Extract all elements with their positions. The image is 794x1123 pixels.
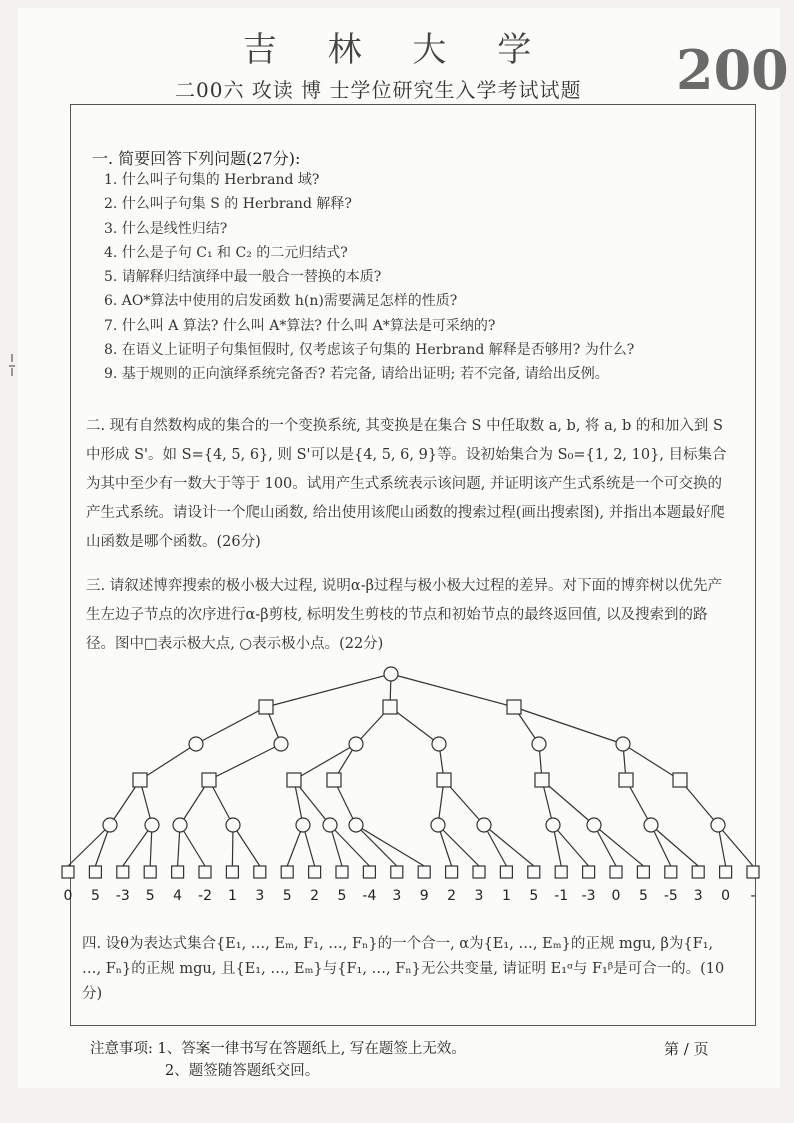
question-1-item: 3. 什么是线性归结? — [104, 220, 228, 237]
min-node — [431, 818, 445, 832]
tree-edge — [196, 707, 266, 744]
leaf-value: 9 — [419, 888, 429, 904]
question-1-item: 2. 什么叫子句集 S 的 Herbrand 解释? — [104, 196, 352, 213]
max-leaf-node — [117, 866, 129, 878]
tree-nodes — [62, 667, 759, 878]
min-node — [616, 737, 630, 751]
leaf-value: - — [750, 888, 756, 904]
max-leaf-node — [610, 866, 622, 878]
tree-edge — [514, 707, 623, 744]
leaf-value: -4 — [362, 888, 377, 904]
leaf-value: 4 — [173, 888, 183, 904]
max-leaf-node — [720, 866, 732, 878]
max-node — [202, 773, 216, 787]
tree-edge — [294, 744, 356, 780]
max-leaf-node — [391, 866, 403, 878]
max-leaf-node — [281, 866, 293, 878]
min-node — [384, 667, 398, 681]
max-leaf-node — [254, 866, 266, 878]
leaf-value: 3 — [474, 888, 484, 904]
min-node — [274, 737, 288, 751]
tree-edge — [718, 825, 753, 866]
max-node — [327, 773, 341, 787]
max-leaf-node — [665, 866, 677, 878]
tree-leaf-values — [64, 888, 756, 904]
leaf-value: 0 — [63, 888, 73, 904]
exam-subtitle: 二00六 攻读 博 士学位研究生入学考试试题 — [175, 78, 582, 102]
game-tree-diagram — [56, 660, 776, 910]
max-leaf-node — [473, 866, 485, 878]
min-node — [349, 737, 363, 751]
tree-edge — [484, 825, 534, 866]
max-leaf-node — [747, 866, 759, 878]
tree-edge — [651, 825, 698, 866]
question-1-item: 4. 什么是子句 C₁ 和 C₂ 的二元归结式? — [104, 244, 348, 261]
min-node — [587, 818, 601, 832]
min-node — [103, 818, 117, 832]
question-3-text: 三. 请叙述博弈搜索的极小极大过程, 说明α-β过程与极小极大过程的差异。对下面的博弈树以优先产生左边子节点的次序进行α-β剪枝, 标明发生剪枝的节点和初始节点的最终返回值, 以及搜索到的路径。图中□表示极大点, ○表示极小点。(22分) — [86, 578, 723, 652]
question-1-item: 5. 请解释归结演绎中最一般合一替换的本质? — [104, 269, 382, 286]
year-watermark: 200 — [676, 38, 789, 102]
question-1-list — [104, 168, 634, 387]
note-1: 注意事项: 1、答案一律书写在答题纸上, 写在题签上无效。 — [90, 1041, 466, 1057]
leaf-value: -2 — [198, 888, 212, 904]
tree-edge — [140, 744, 196, 780]
max-node — [133, 773, 147, 787]
min-node — [546, 818, 560, 832]
leaf-value: 3 — [255, 888, 265, 904]
question-1-item: 6. AO*算法中使用的启发函数 h(n)需要满足怎样的性质? — [104, 293, 458, 310]
page-number: 第 / 页 — [664, 1040, 709, 1058]
leaf-value: 5 — [145, 888, 155, 904]
leaf-value: 1 — [227, 888, 237, 904]
leaf-value: 5 — [638, 888, 648, 904]
min-node — [323, 818, 337, 832]
max-node — [535, 773, 549, 787]
leaf-value: 2 — [447, 888, 457, 904]
max-leaf-node — [172, 866, 184, 878]
max-node — [287, 773, 301, 787]
max-leaf-node — [555, 866, 567, 878]
question-1-item: 7. 什么叫 A 算法? 什么叫 A*算法? 什么叫 A*算法是可采纳的? — [104, 317, 496, 334]
min-node — [432, 737, 446, 751]
tree-edge — [266, 674, 391, 707]
tree-edge — [438, 825, 479, 866]
tree-edge — [594, 825, 643, 866]
leaf-value: -5 — [663, 888, 678, 904]
min-node — [477, 818, 491, 832]
leaf-value: 1 — [501, 888, 511, 904]
max-node — [619, 773, 633, 787]
min-node — [226, 818, 240, 832]
max-leaf-node — [336, 866, 348, 878]
binding-hole-mark — [6, 352, 18, 378]
tree-edge — [209, 744, 281, 780]
max-leaf-node — [583, 866, 595, 878]
max-leaf-node — [309, 866, 321, 878]
max-leaf-node — [144, 866, 156, 878]
max-leaf-node — [89, 866, 101, 878]
max-leaf-node — [418, 866, 430, 878]
max-leaf-node — [62, 866, 74, 878]
leaf-value: 5 — [529, 888, 539, 904]
leaf-value: 2 — [310, 888, 320, 904]
bleed-through-marks — [760, 400, 794, 860]
max-node — [673, 773, 687, 787]
leaf-value: -3 — [115, 888, 130, 904]
question-1-item: 1. 什么叫子句集的 Herbrand 域? — [104, 172, 320, 188]
tree-edges — [68, 674, 753, 866]
exam-notes — [90, 1038, 466, 1082]
min-node — [644, 818, 658, 832]
note-2: 2、题签随答题纸交回。 — [165, 1063, 320, 1079]
leaf-value: 3 — [392, 888, 402, 904]
question-4-text: 四. 设θ为表达式集合{E₁, …, Eₘ, F₁, …, Fₙ}的一个合一, α为{E₁, …, Eₘ}的正规 mgu, β为{F₁, …, Fₙ}的正规 mgu, 且{E₁, …, Eₘ}与{F₁, …, Fₙ}无公共变量, 请证明 E₁ᵅ与 F₁ᵝ是可合一的。(10分) — [82, 936, 725, 1002]
tree-edge — [553, 825, 589, 866]
min-node — [173, 818, 187, 832]
min-node — [711, 818, 725, 832]
max-leaf-node — [363, 866, 375, 878]
tree-edge — [391, 674, 514, 707]
min-node — [532, 737, 546, 751]
max-leaf-node — [500, 866, 512, 878]
max-leaf-node — [692, 866, 704, 878]
question-1-heading: 一. 简要回答下列问题(27分): — [92, 149, 301, 168]
leaf-value: 0 — [721, 888, 731, 904]
max-node — [437, 773, 451, 787]
tree-edge — [68, 825, 110, 866]
min-node — [349, 818, 363, 832]
max-leaf-node — [226, 866, 238, 878]
leaf-value: 5 — [337, 888, 347, 904]
question-1-item: 9. 基于规则的正向演绎系统完备否? 若完备, 请给出证明; 若不完备, 请给出反例。 — [104, 366, 609, 383]
max-node — [507, 700, 521, 714]
min-node — [296, 818, 310, 832]
leaf-value: 5 — [282, 888, 292, 904]
max-leaf-node — [528, 866, 540, 878]
leaf-value: 3 — [693, 888, 703, 904]
max-leaf-node — [446, 866, 458, 878]
question-2-text: 二. 现有自然数构成的集合的一个变换系统, 其变换是在集合 S 中任取数 a, b, 将 a, b 的和加入到 S 中形成 S'。如 S={4, 5, 6}, 则 S'可以是{4, 5, 6, 9}等。设初始集合为 S₀={1, 2, 10}, 目标集合为其中至少有一数大于等于 100。试用产生式系统表示该问题, 并证明该产生式系统是一个可交换的产生式系统。请设计一个爬山函数, 给出使用该爬山函数的搜索过程(画出搜索图), 并指出本题最好爬山函数是哪个函数。(26分) — [86, 418, 727, 550]
leaf-value: 5 — [90, 888, 100, 904]
question-1-item: 8. 在语义上证明子句集恒假时, 仅考虑该子句集的 Herbrand 解释是否够用? 为什么? — [104, 342, 635, 359]
max-node — [259, 700, 273, 714]
leaf-value: -1 — [554, 888, 569, 904]
leaf-value: 0 — [611, 888, 621, 904]
max-node — [383, 700, 397, 714]
min-node — [189, 737, 203, 751]
university-title: 吉 林 大 学 — [242, 30, 552, 70]
min-node — [145, 818, 159, 832]
max-leaf-node — [637, 866, 649, 878]
leaf-value: -3 — [581, 888, 596, 904]
max-leaf-node — [199, 866, 211, 878]
